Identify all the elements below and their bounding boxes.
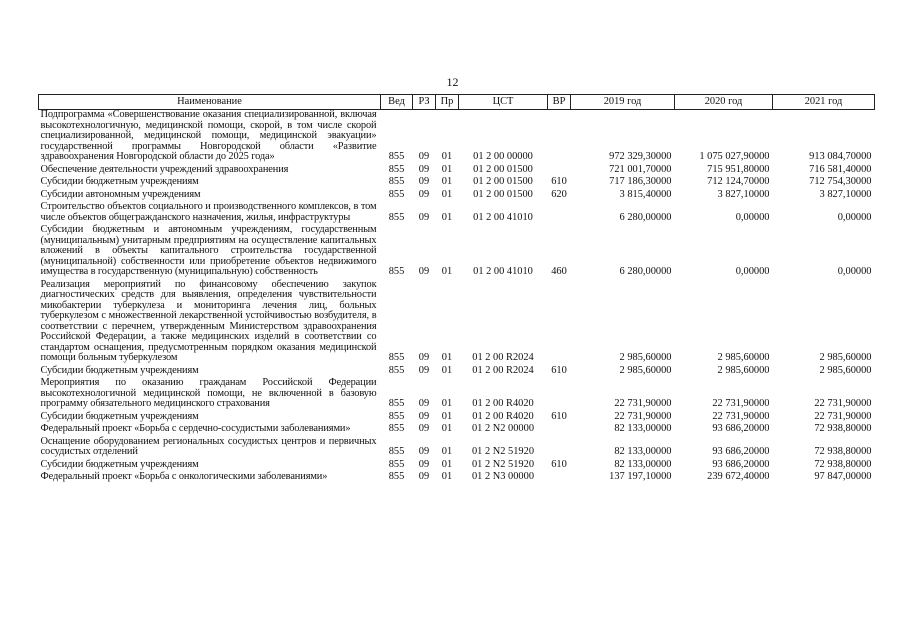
row-cst: 01 2 00 01500 <box>473 188 533 200</box>
row-rz: 09 <box>418 410 430 422</box>
row-vr: 620 <box>551 188 567 200</box>
row-amount-2019: 22 731,90000 <box>614 398 672 409</box>
row-amount-2021: 712 754,30000 <box>809 176 872 187</box>
row-amount-2019: 82 133,00000 <box>614 458 672 470</box>
row-amount-2019: 2 985,60000 <box>619 352 672 363</box>
row-name: Строительство объектов социального и производственного комплексов, в том числе объектов общегражданского назначения, жилья, инфраструктуры <box>40 201 377 223</box>
row-vr: 460 <box>551 266 567 277</box>
column-header-2020: 2020 год <box>675 95 773 110</box>
row-pr: 01 <box>441 364 453 376</box>
row-amount-2020: 712 124,70000 <box>707 176 770 187</box>
row-name: Мероприятия по оказанию гражданам Российской Федерации высокотехнологичной медицинской помощи, не включенной в базовую программу обязательного медицинского страхования <box>40 377 377 409</box>
row-amount-2019: 2 985,60000 <box>619 364 672 376</box>
row-vr: 610 <box>551 410 567 422</box>
row-cst: 01 2 00 R2024 <box>472 364 534 376</box>
row-rz: 09 <box>418 471 430 482</box>
table-body <box>39 110 875 485</box>
column-header-rz: РЗ <box>413 95 436 110</box>
row-amount-2019: 721 001,70000 <box>609 163 672 175</box>
row-amount-2019: 82 133,00000 <box>614 423 672 434</box>
row-amount-2020: 22 731,90000 <box>712 398 770 409</box>
table-row <box>39 437 875 460</box>
row-name: Обеспечение деятельности учреждений здравоохранения <box>40 163 289 175</box>
row-cst: 01 2 N2 00000 <box>471 423 535 434</box>
row-cst: 01 2 00 01500 <box>473 176 533 187</box>
row-rz: 09 <box>418 151 430 162</box>
row-amount-2020: 715 951,80000 <box>707 163 770 175</box>
row-amount-2019: 6 280,00000 <box>619 211 672 223</box>
row-ved: 855 <box>388 266 405 277</box>
row-amount-2019: 3 815,40000 <box>619 188 672 200</box>
row-name: Субсидии автономным учреждениям <box>40 188 201 200</box>
row-amount-2020: 93 686,20000 <box>712 458 770 470</box>
row-rz: 09 <box>418 446 430 457</box>
row-ved: 855 <box>388 176 405 187</box>
row-ved: 855 <box>388 446 405 457</box>
row-vr <box>548 472 571 485</box>
row-amount-2019: 717 186,30000 <box>609 176 672 187</box>
budget-table <box>38 94 875 485</box>
row-vr <box>548 424 571 437</box>
row-pr: 01 <box>441 352 453 363</box>
row-amount-2020: 2 985,60000 <box>717 352 770 363</box>
row-pr: 01 <box>441 410 453 422</box>
row-rz: 09 <box>418 352 430 363</box>
row-cst: 01 2 N2 51920 <box>471 458 535 470</box>
row-amount-2021: 72 938,80000 <box>814 423 872 434</box>
row-rz: 09 <box>418 163 430 175</box>
column-header-2019: 2019 год <box>571 95 675 110</box>
row-cst: 01 2 00 R4020 <box>472 398 534 409</box>
table-row <box>39 424 875 437</box>
row-pr: 01 <box>441 398 453 409</box>
column-header-name: Наименование <box>39 95 381 110</box>
row-pr: 01 <box>441 188 453 200</box>
table-header-row <box>39 95 875 110</box>
row-pr: 01 <box>441 176 453 187</box>
row-name: Субсидии бюджетным учреждениям <box>40 364 199 376</box>
row-amount-2021: 22 731,90000 <box>814 410 872 422</box>
table-row <box>39 177 875 190</box>
column-header-2021: 2021 год <box>773 95 875 110</box>
row-pr: 01 <box>441 471 453 482</box>
row-name: Субсидии бюджетным учреждениям <box>40 458 199 470</box>
row-name: Оснащение оборудованием региональных сосудистых центров и первичных сосудистых отделений <box>40 435 377 457</box>
table-row <box>39 378 875 412</box>
row-vr <box>548 437 571 460</box>
table-row <box>39 280 875 366</box>
row-amount-2019: 82 133,00000 <box>614 446 672 457</box>
row-rz: 09 <box>418 423 430 434</box>
row-amount-2020: 3 827,10000 <box>717 188 770 200</box>
page-number: 12 <box>446 75 459 89</box>
row-amount-2020: 2 985,60000 <box>717 364 770 376</box>
column-header-ved: Вед <box>381 95 413 110</box>
row-ved: 855 <box>388 471 405 482</box>
column-header-pr: Пр <box>436 95 459 110</box>
row-ved: 855 <box>388 458 405 470</box>
row-pr: 01 <box>441 266 453 277</box>
row-ved: 855 <box>388 188 405 200</box>
row-pr: 01 <box>441 446 453 457</box>
table-row <box>39 472 875 485</box>
row-rz: 09 <box>418 211 430 223</box>
row-rz: 09 <box>418 458 430 470</box>
row-pr: 01 <box>441 211 453 223</box>
row-vr <box>548 378 571 412</box>
row-cst: 01 2 00 41010 <box>473 211 533 223</box>
row-name: Субсидии бюджетным учреждениям <box>40 410 199 422</box>
row-amount-2020: 93 686,20000 <box>712 423 770 434</box>
table-row <box>39 225 875 280</box>
row-name: Подпрограмма «Совершенствование оказания специализированной, включая высокотехнологичную, медицинской помощи, скорой, в том числе скорой специализированной, медицинской помощи, медицинской эвакуации» государственной программы Новгородской области «Развитие здравоохранения Новгородской области до 2025 года» <box>40 109 377 162</box>
row-ved: 855 <box>388 423 405 434</box>
row-ved: 855 <box>388 151 405 162</box>
row-amount-2020: 93 686,20000 <box>712 446 770 457</box>
row-amount-2020: 1 075 027,90000 <box>699 151 770 162</box>
row-pr: 01 <box>441 458 453 470</box>
row-ved: 855 <box>388 352 405 363</box>
row-cst: 01 2 N2 51920 <box>471 446 535 457</box>
row-ved: 855 <box>388 364 405 376</box>
row-amount-2021: 716 581,40000 <box>809 163 872 175</box>
row-amount-2021: 97 847,00000 <box>814 471 872 482</box>
row-pr: 01 <box>441 151 453 162</box>
row-amount-2021: 0,00000 <box>837 266 872 277</box>
row-vr <box>548 202 571 225</box>
row-vr <box>548 280 571 366</box>
row-cst: 01 2 00 00000 <box>473 151 533 162</box>
row-cst: 01 2 00 R4020 <box>472 410 534 422</box>
column-header-cst: ЦСТ <box>459 95 548 110</box>
row-amount-2020: 0,00000 <box>735 211 770 223</box>
row-pr: 01 <box>441 163 453 175</box>
row-vr: 610 <box>551 458 567 470</box>
row-amount-2021: 22 731,90000 <box>814 398 872 409</box>
row-rz: 09 <box>418 188 430 200</box>
row-amount-2021: 2 985,60000 <box>819 352 872 363</box>
row-amount-2021: 72 938,80000 <box>814 446 872 457</box>
row-ved: 855 <box>388 163 405 175</box>
row-vr: 610 <box>551 364 567 376</box>
row-amount-2019: 137 197,10000 <box>609 471 672 482</box>
row-amount-2021: 3 827,10000 <box>819 188 872 200</box>
row-rz: 09 <box>418 176 430 187</box>
table-row <box>39 202 875 225</box>
row-rz: 09 <box>418 398 430 409</box>
row-name: Реализация мероприятий по финансовому обеспечению закупок диагностических средств для выявления, определения чувствительности микобактерии туберкулеза и мониторинга лечения лиц, больных туберкулезом с множественной лекарственной устойчивостью возбудителя, в соответствии с перечнем, утвержденным Министерством здравоохранения Российской Федерации, а также медицинских изделий в соответствии со стандартом оснащения, предусмотренным порядком оказания медицинской помощи больным туберкулезом <box>40 278 377 363</box>
row-amount-2020: 239 672,40000 <box>707 471 770 482</box>
row-amount-2021: 913 084,70000 <box>809 151 872 162</box>
row-name: Субсидии бюджетным и автономным учреждениям, государственным (муниципальным) унитарным предприятиям на осуществление капитальных вложений в объекты капитального строительства государственной (муниципальной) собственности или приобретение объектов недвижимого имущества в государственную (муниципальную) собственность <box>40 224 377 277</box>
row-vr: 610 <box>551 176 567 187</box>
row-amount-2019: 22 731,90000 <box>614 410 672 422</box>
row-cst: 01 2 00 01500 <box>473 163 533 175</box>
row-name: Федеральный проект «Борьба с сердечно-сосудистыми заболеваниями» <box>40 423 351 434</box>
row-name: Субсидии бюджетным учреждениям <box>40 176 199 187</box>
column-header-vr: ВР <box>548 95 571 110</box>
row-ved: 855 <box>388 398 405 409</box>
row-name: Федеральный проект «Борьба с онкологическими заболеваниями» <box>40 471 328 482</box>
row-amount-2019: 6 280,00000 <box>619 266 672 277</box>
row-cst: 01 2 N3 00000 <box>471 471 535 482</box>
row-pr: 01 <box>441 423 453 434</box>
row-amount-2020: 22 731,90000 <box>712 410 770 422</box>
row-cst: 01 2 00 R2024 <box>472 352 534 363</box>
row-vr <box>548 110 571 165</box>
row-ved: 855 <box>388 211 405 223</box>
row-rz: 09 <box>418 364 430 376</box>
row-amount-2019: 972 329,30000 <box>609 151 672 162</box>
row-amount-2021: 72 938,80000 <box>814 458 872 470</box>
row-amount-2021: 0,00000 <box>837 211 872 223</box>
table-row <box>39 110 875 165</box>
row-amount-2021: 2 985,60000 <box>819 364 872 376</box>
row-ved: 855 <box>388 410 405 422</box>
row-cst: 01 2 00 41010 <box>473 266 533 277</box>
row-rz: 09 <box>418 266 430 277</box>
row-amount-2020: 0,00000 <box>735 266 770 277</box>
